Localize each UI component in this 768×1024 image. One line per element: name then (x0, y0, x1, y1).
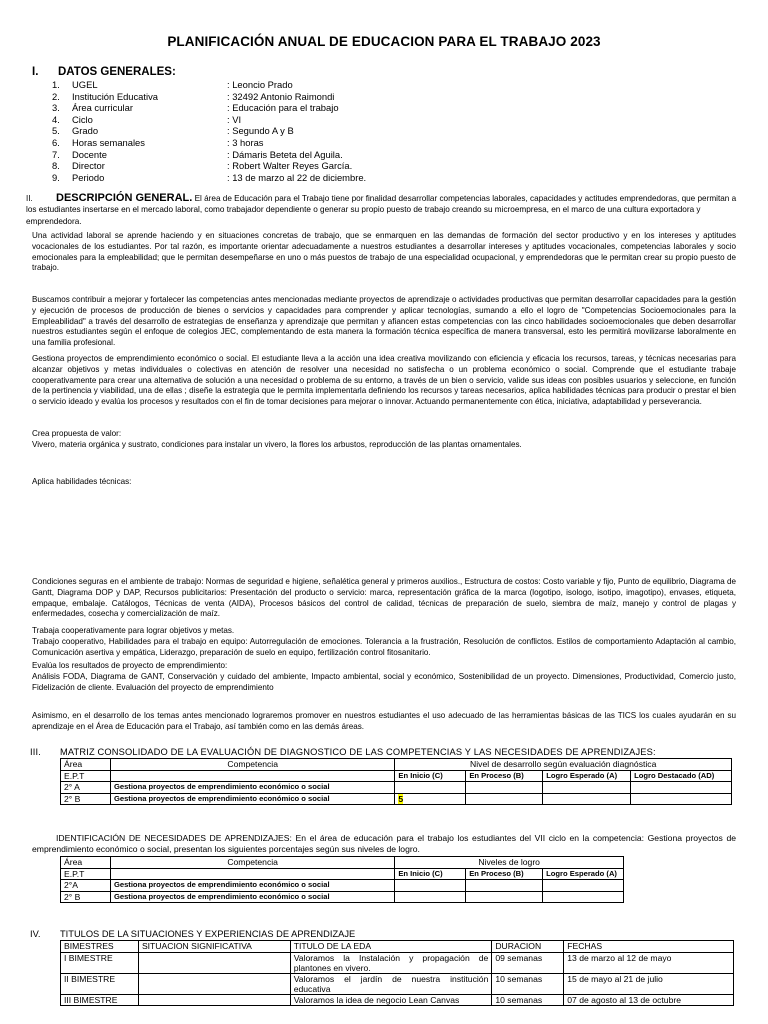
item-value: : 13 de marzo al 22 de diciembre. (227, 171, 367, 183)
general-data-item (52, 91, 366, 103)
competencia-cell: Gestiona proyectos de emprendimiento económico o social (110, 782, 394, 794)
value-cell (395, 793, 466, 805)
header-duracion: DURACION (492, 941, 564, 953)
table-row (61, 973, 734, 994)
section-1-number: I. (32, 66, 39, 78)
value-cell (466, 782, 543, 794)
item-number: 3. (52, 102, 60, 114)
section-4-heading (30, 929, 355, 939)
item-number: 7. (52, 148, 60, 160)
achievement-table (60, 856, 624, 903)
section-4-number: IV. (30, 929, 41, 939)
header-competencia: Competencia (110, 759, 394, 771)
grade-cell: 2° A (61, 782, 111, 794)
item-label: Grado (72, 125, 99, 137)
paragraph: Trabajo cooperativo, Habilidades para el trabajo en equipo: Autorregulación de emociones. Tolerancia a la frustración, Resolución de conflictos. Estilos de comportamiento Adaptación al cambio, Comunicación asertiva y empática, Liderazgo, preparación de suelo en equipo, fertilización control fitosanitario. (32, 637, 736, 657)
item-label: UGEL (72, 79, 98, 90)
header-nivel: Nivel de desarrollo según evaluación diagnóstica (395, 759, 732, 771)
competencia-cell: Gestiona proyectos de emprendimiento económico o social (110, 880, 394, 892)
general-data-item (52, 172, 366, 184)
general-data-item (52, 102, 366, 114)
item-label: Director (72, 160, 105, 172)
grade-cell: 2° B (61, 891, 111, 903)
section-2-intro (26, 193, 738, 227)
paragraph: Trabaja cooperativamente para lograr objetivos y metas. (32, 626, 235, 635)
paragraph: Condiciones seguras en el ambiente de trabajo: Normas de seguridad e higiene, señalética general y primeros auxilios., Estructura de costos: Costo variable y fijo, Punto de equilibrio, Diagrama de Gantt, Diagrama DOP y DAP, Recursos publicitarios: Presentación del producto o servicio: marca, representación gráfica de la marca (logotipo, isologo, isotipo, imagotipo), envases, etiqueta, empaque, embalaje. Catálogos, Técnicas de venta (AIDA), Procesos básicos del control de calidad, técnicas de preparación de suelo, siembra de maíz, manejo y control de plagas y enfermedades, cosecha y comercialización de maíz. (32, 577, 736, 619)
general-data-item (52, 79, 366, 91)
item-value: : VI (227, 113, 242, 125)
header-ept: E.P.T (61, 868, 111, 880)
section-2-number: II. (26, 194, 33, 203)
section-3-title: MATRIZ CONSOLIDADO DE LA EVALUACIÓN DE DIAGNOSTICO DE LAS COMPETENCIAS Y LAS NECESIDADES DE APRENDIZAJES: (60, 747, 656, 757)
duracion-cell: 09 semanas (492, 952, 564, 973)
item-value: : Robert Walter Reyes García. (227, 160, 353, 172)
paragraph: Asimismo, en el desarrollo de los temas antes mencionado lograremos promover en nuestros estudiantes el uso adecuado de las herramientas básicas de las TICS los cuales ayudarán en su aprendizaje en el Área de Educación para el Trabajo, así también como en las demás áreas. (32, 711, 736, 731)
identification-paragraph (32, 833, 736, 855)
level-header: En Inicio (C) (395, 770, 466, 782)
section-3-heading (30, 747, 656, 757)
paragraph: Evalúa los resultados de proyecto de emprendimiento: (32, 661, 228, 670)
fechas-cell: 15 de mayo al 21 de julio (564, 973, 734, 994)
value-cell (466, 891, 543, 903)
learning-experiences-table (60, 940, 734, 1006)
grade-cell: 2°A (61, 880, 111, 892)
general-data-item (52, 114, 366, 126)
item-label: Periodo (72, 171, 105, 183)
section-3-number: III. (30, 747, 41, 757)
header-bimestres: BIMESTRES (61, 941, 139, 953)
general-data-list (52, 79, 366, 183)
eda-title-cell: Valoramos la Instalación y propagación de plantones en vivero. (290, 952, 492, 973)
item-value: : Leoncio Prado (227, 79, 293, 90)
item-value: : Educación para el trabajo (227, 102, 339, 114)
section-1-heading (32, 66, 176, 78)
table-row (61, 782, 732, 794)
empty-cell (110, 770, 394, 782)
value-cell (631, 782, 732, 794)
section-2-title: DESCRIPCIÓN GENERAL. (56, 192, 193, 204)
paragraph: Análisis FODA, Diagrama de GANT, Conservación y cuidado del ambiente, Impacto ambiental, social y económico, Sostenibilidad de un proyecto. Dimensiones, Productividad, Comercio justo, Fidelización de cliente. Evaluación del proyecto de emprendimiento (32, 672, 736, 692)
bimestre-cell: III BIMESTRE (61, 994, 139, 1006)
paragraph: Vivero, materia orgánica y sustrato, condiciones para instalar un vivero, la flores los arbustos, reproducción de las plantas ornamentales. (32, 440, 522, 449)
item-label: Ciclo (72, 113, 93, 125)
item-label: Horas semanales (72, 136, 145, 148)
table-row (61, 891, 624, 903)
general-data-item (52, 160, 366, 172)
header-situacion: SITUACION SIGNIFICATIVA (138, 941, 290, 953)
item-value: : 3 horas (227, 136, 264, 148)
paragraph: Buscamos contribuir a mejorar y fortalecer las competencias antes mencionadas mediante proyectos de aprendizaje o actividades productivas que permitan desarrollar capacidades para la gestión y ejecución de procesos de producción de bienes o servicios y capacidades para comprender y aplicar tecnologías, sumando a ello el logro de "Competencias Socioemocionales para la Empleabilidad" a través del desarrollo de estrategias de enseñanza y aprendizaje que permitan y afiancen estas competencias con las cinco habilidades socioemocionales que deben desarrollar nuestros estudiantes según el enfoque de colegios JEC, complementando de esta manera la formación técnica específica de manera transversal, esto les permitirá movilizarse laboralmente en una familia profesional. (32, 295, 736, 347)
level-header: En Inicio (C) (395, 868, 466, 880)
situacion-cell (138, 952, 290, 973)
bimestre-cell: I BIMESTRE (61, 952, 139, 973)
eda-title-cell: Valoramos la idea de negocio Lean Canvas (290, 994, 492, 1006)
item-label: Docente (72, 148, 107, 160)
eda-title-cell: Valoramos el jardín de nuestra institución educativa (290, 973, 492, 994)
general-data-item (52, 125, 366, 137)
value-cell (466, 793, 543, 805)
item-number: 1. (52, 79, 60, 90)
header-area: Área (61, 759, 111, 771)
competencia-cell: Gestiona proyectos de emprendimiento económico o social (110, 793, 394, 805)
header-nivel: Niveles de logro (395, 857, 624, 869)
level-header: En Proceso (B) (466, 770, 543, 782)
table-row (61, 880, 624, 892)
level-header: Logro Esperado (A) (543, 868, 624, 880)
item-value: : Segundo A y B (227, 125, 294, 137)
item-value: : 32492 Antonio Raimondi (227, 90, 335, 102)
value-cell (395, 891, 466, 903)
header-fechas: FECHAS (564, 941, 734, 953)
item-number: 8. (52, 160, 60, 172)
header-ept: E.P.T (61, 770, 111, 782)
section-4-title: TITULOS DE LA SITUACIONES Y EXPERIENCIAS DE APRENDIZAJE (60, 929, 356, 939)
diagnostic-table (60, 758, 732, 805)
highlighted-value: 5 (398, 793, 404, 804)
item-label: Área curricular (72, 102, 133, 114)
paragraph: Crea propuesta de valor: (32, 429, 122, 438)
document-title: PLANIFICACIÓN ANUAL DE EDUCACION PARA EL TRABAJO 2023 (167, 34, 601, 49)
value-cell (395, 880, 466, 892)
item-number: 2. (52, 90, 60, 102)
bimestre-cell: II BIMESTRE (61, 973, 139, 994)
item-number: 5. (52, 125, 60, 137)
general-data-item (52, 137, 366, 149)
item-value: : Dámaris Beteta del Aguila. (227, 148, 343, 160)
fechas-cell: 07 de agosto al 13 de octubre (564, 994, 734, 1006)
fechas-cell: 13 de marzo al 12 de mayo (564, 952, 734, 973)
item-number: 9. (52, 171, 60, 183)
value-cell (543, 891, 624, 903)
item-number: 6. (52, 136, 60, 148)
paragraph: Gestiona proyectos de emprendimiento económico o social. El estudiante lleva a la acción una idea creativa movilizando con eficiencia y eficacia los recursos, tareas, y técnicas necesarias para alcanzar objetivos y metas individuales o colectivas en atención de resolver una necesidad no satisfecha o un problema económico o social. Comprende que el estudiante trabaje cooperativamente para crear una alternativa de solución a una necesidad o problema de su entorno, a través de un bien o servicio, valide sus ideas con posibles usuarios y seleccione, en función de la pertinencia y viabilidad, una de ellas ; diseñe la estrategia que le permita implementarla definiendo los recursos y tareas necesarios, aplica habilidades técnicas para producir o prestar el bien o servicio ideado y evalúa los procesos y resultados con el fin de tomar decisiones para mejorar o innovar. Actuando permanentemente con ética, iniciativa, adaptabilidad y perseverancia. (32, 354, 736, 406)
value-cell (543, 782, 631, 794)
value-cell (395, 782, 466, 794)
table-row (61, 952, 734, 973)
paragraph: Aplica habilidades técnicas: (32, 477, 132, 486)
item-label: Institución Educativa (72, 90, 158, 102)
situacion-cell (138, 973, 290, 994)
duracion-cell: 10 semanas (492, 994, 564, 1006)
paragraph: Una actividad laboral se aprende haciendo y en situaciones concretas de trabajo, que se enmarquen en las demandas de formación del sector productivo y en los intereses y aptitudes vocacionales de los estudiantes. Por tal razón, es importante orientar adecuadamente a nuestros estudiantes a desarrollar intereses y aptitudes vocacionales, competencias laborales y socio emocionales para la empleabilidad; que le permitan desempeñarse en uno o más puestos de trabajo de una especialidad ocupacional, y emprendedoras que le permitan crear su propio puesto de trabajo. (32, 231, 736, 273)
competencia-cell: Gestiona proyectos de emprendimiento económico o social (110, 891, 394, 903)
level-header: Logro Destacado (AD) (631, 770, 732, 782)
general-data-item (52, 149, 366, 161)
item-number: 4. (52, 113, 60, 125)
situacion-cell (138, 994, 290, 1006)
value-cell (543, 793, 631, 805)
empty-cell (110, 868, 394, 880)
duracion-cell: 10 semanas (492, 973, 564, 994)
header-competencia: Competencia (110, 857, 394, 869)
identification-text: IDENTIFICACIÓN DE NECESIDADES DE APRENDIZAJES: En el área de educación para el trabajo los estudiantes del VII ciclo en la competencia: Gestiona proyectos de emprendimiento económico o social, presentan los siguientes porcentajes según sus niveles de logro. (32, 833, 736, 854)
level-header: Logro Esperado (A) (543, 770, 631, 782)
level-header: En Proceso (B) (466, 868, 543, 880)
value-cell (466, 880, 543, 892)
value-cell (543, 880, 624, 892)
section-1-title: DATOS GENERALES: (58, 66, 176, 78)
table-row (61, 793, 732, 805)
header-area: Área (61, 857, 111, 869)
header-titulo: TITULO DE LA EDA (290, 941, 492, 953)
table-row (61, 994, 734, 1006)
value-cell (631, 793, 732, 805)
section-2-intro-text: El área de Educación para el Trabajo tiene por finalidad desarrollar competencias laborales, capacidades y actitudes emprendedoras, que permitan a los estudiantes insertarse en el mercado laboral, como trabajador dependiente o generar su propio puesto de trabajo creando su microempresa, en el marco de una cultura exportadora y emprendedora. (26, 194, 737, 226)
grade-cell: 2° B (61, 793, 111, 805)
